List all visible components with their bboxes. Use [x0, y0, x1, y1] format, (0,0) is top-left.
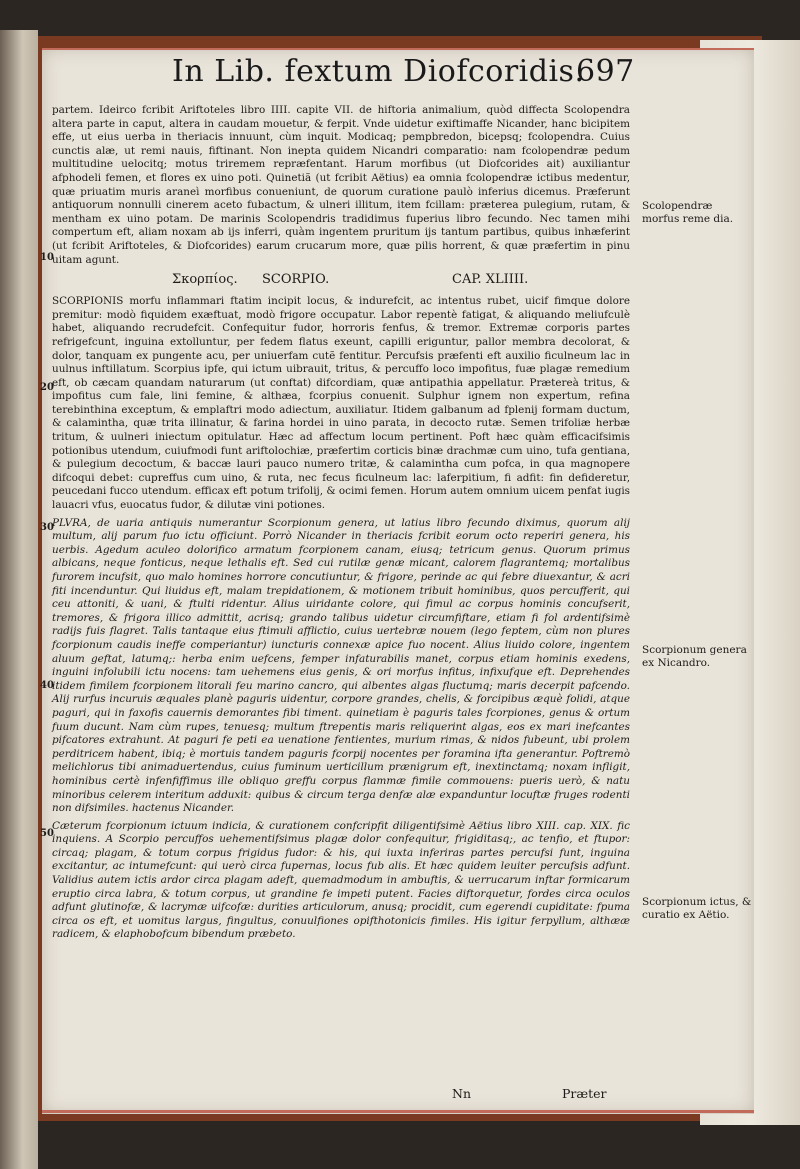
paragraph-scolopendra: partem. Ideirco fcribit Ariftoteles libro IIII. capite VII. de hiftoria animalium, quòd diffecta Scolopendra altera parte in caput, altera in caudam mouetur, & ferpit. Vnde uidetur exiftimaffe Nicander, hanc bicipitem effe, ut eius uerba in theriacis innuunt, cùm inquit. Modicaq; pempbredon, bicepsq; fcolopendra. Cuius cunctis alæ, ut remi nauis, fiftinant. Non inepta quidem Nicandri comparatio: nam fcolopendræ pedum multitudine uelocitq; motus triremem repræfentant. Harum morfibus (ut Diofcorides ait) auxiliantur afphodeli femen, et flores ex uino poti. Quinetiã (ut fcribit Aëtius) ea omnia fcolopendræ ictibus medentur, quæ priuatim muris araneì morfibus conueniunt, de quorum curatione paulò inferius dicemus. Præferunt antiquorum nonnulli cinerem aceto fubactum, & ulneri illitum, item fcillam: præterea pulegium, rutam, & mentham ex uino potam. De marinis Scolopendris tradidimus fuperius libro fecundo. Nec tamen mihi compertum eft, aliam noxam ab ijs inferri, quàm ingentem pruritum ijs tantum partibus, quibus inhæferint (ut fcribit Ariftoteles, & Diofcorides) earum crucarum more, quæ pilis horrent, & quæ præfertim in pinu uitam agunt.	[52, 104, 630, 266]
line-number: 10	[40, 252, 54, 263]
running-header	[172, 54, 652, 94]
main-text-column	[52, 104, 630, 946]
chapter-heading	[52, 273, 630, 289]
bottom-rule	[42, 1110, 754, 1113]
line-number: 30	[40, 522, 54, 533]
margin-note-scorpion-cure: Scorpionum ictus, & curatio ex Aëtio.	[642, 896, 752, 921]
line-number: 50	[40, 828, 54, 839]
paragraph-scorpio-symptoms: SCORPIONIS morfu inflammari ftatim incipit locus, & indurefcit, ac intentus rubet, uicif fimque dolore premitur: modò fiquidem exæftuat, modò frigore occupatur. Labor repentè fatigat, & aliquando meliufculè habet, aliquando recrudefcit. Confequitur fudor, horroris fenfus, & tremor. Extremæ corporis partes refrigefcunt, inguina extolluntur, per fedem flatus exeunt, capilli eriguntur, pallor membra decolorat, & dolor, tanquam ex pungente acu, per uniuerfam cutẽ fentitur. Percufsis præfenti eft auxilio ficulneum lac in uulnus inftillatum. Scorpius ipfe, qui ictum uibrauit, tritus, & percuffo loco impofitus, fuæ plagæ remedium eft, ob cæcam quandam naturarum (ut conftat) difcordiam, quæ antipathia appellatur. Prætereà tritus, & impofitus cum fale, lini femine, & althæa, fcorpius conuenit. Sulphur ignem non expertum, refina terebinthina exceptum, & emplaftri modo adiectum, auxiliatur. Itidem galbanum ad fplenij formam ductum, & calamintha, quæ trita illinatur, & farina hordei in uino parata, in decocto rutæ. Semen trifoliæ herbæ tritum, & uulneri iniectum opitulatur. Hæc ad affectum locum pertinent. Poft hæc quàm efficacifsimis potionibus utendum, cuiufmodi funt ariftolochiæ, præfertim corticis binæ drachmæ cum uino, tufa gentiana, & pulegium decoctum, & baccæ lauri pauco numero tritæ, & calamintha cum pofca, in qua magnopere difcoqui debet: cupreffus cum uino, & ruta, nec fecus ficulneum lac: laferpitium, fi adfit: fin defideretur, peucedani fucco utendum. efficax eft potum trifolij, & ocimi femen. Horum autem omnium uicem penfat iugis lauacri vfus, euocatus fudor, & dilutæ vini potiones.	[52, 295, 631, 512]
chapter-title-greek: Σκορπίος.	[172, 272, 238, 288]
left-page-edge	[0, 30, 38, 1169]
margin-note-scolopendra: Scolopendræ morfus reme dia.	[642, 200, 734, 225]
line-number: 40	[40, 680, 54, 691]
signature-mark: Nn	[452, 1086, 471, 1101]
line-number: 20	[40, 382, 54, 393]
paragraph-scorpio-genera: PLVRA, de uaria antiquis numerantur Scorpionum genera, ut latius libro fecundo diximus, quorum alij multum, alij parum fuo ictu officiunt. Porrò Nicander in theriacis fcribit eorum octo reperiri genera, his uerbis. Agedum aculeo dolorifico armatum fcorpionem canam, eiusq; tetricum genus. Quorum primus albicans, neque fonticus, neque lethalis eft. Sed cui rutilæ genæ micant, calorem flagrantemq; mortalibus furorem incufsit, quo malo homines horrore concutiuntur, & frigore, perinde ac qui febre diuexantur, & acri fiti incenduntur. Qui liuidus eft, malam trepidationem, & motionem tribuit hominibus, quos percufferit, qui ceu attoniti, & uani, & ftulti ridentur. Alius uiridante colore, qui fimul ac corpus hominis concufserit, tremores, & frigora illico admittit, acrisq; grando talibus uidetur circumfiftare, etiam fi fol ardentifsimè radijs fuis flagret. Talis tantaque eius ftimuli afflictio, cuius uertebræ nouem (lego feptem, cùm non plures fcorpionum caudis ineffe comperiantur) iuncturis connexæ apice fuo nocent. Alius liuido colore, ingentem aluum geftat, latumq;: herba enim uefcens, femper infaturabilis manet, corpus etiam hominis exedens, inguini infolubili ictu nocens: tam uehemens eius genis, & ori morfus infitus, infixufque eft. Deprehendes itidem fimilem fcorpionem litorali feu marino cancro, qui albentes algas fluctumq; maris decerpit pafcendo. Alij rurfus incuruis æquales planè paguris uidentur, corpore grandes, chelis, & forcipibus æquè folidi, atque paguri, qui in faxofis cauernis demorantes fibi timent. quinetiam è paguris tales fcorpiones, genus & ortum fuum ducunt. Nam cùm rupes, tenuesq; multum ftrepentis maris reliquerint algas, eos ex mari inefcantes pifcatores extrahunt. At paguri fe peti ea uenatione fentientes, murium rimas, & nidos fubeunt, ubi prolem perditricem habent, ibiq; è mortuis tandem paguris fcorpij nocentes per foramina ifta generantur. Poftremò melichlorus tibi animaduertendus, cuius fuminum uerticillum prænigrum eft, inextinctamq; noxam infligit, hominibus certè infenfiffimus ille obliquo greffu corpus flammæ fimile commouens: pueris uerò, & natu minoribus celerem interitum adduxit: quibus & circum terga denfæ alæ expanduntur locuftæ fruges rodenti non difsimiles. hactenus Nicander.	[52, 516, 630, 815]
top-rule	[42, 48, 754, 50]
running-title: In Lib. fextum Diofcoridis.	[172, 54, 585, 89]
catchword: Præter	[562, 1086, 607, 1101]
margin-note-scorpion-genera: Scorpionum genera ex Nicandro.	[642, 644, 747, 669]
book-page	[42, 48, 754, 1114]
chapter-number: CAP. XLIIII.	[452, 272, 529, 288]
paragraph-scorpio-aetius: Cæterum fcorpionum ictuum indicia, & curationem confcripfit diligentifsimè Aëtius libro XIII. cap. XIX. fic inquiens. A Scorpio percuffos uehementifsimus plagæ dolor confequitur, frigiditasq;, ac tenfio, et ftupor: circaq; plagam, & totum corpus frigidus fudor: & his, qui iuxta inferiras partes percufsi funt, inguina excitantur, ac intumefcunt: qui uerò circa fupernas, locus fub alis. Et hæc quidem leuiter percufsis adfunt. Validius autem ictis ardor circa plagam adeft, quemadmodum in ambuftis, & uerrucarum inftar formicarum eruptio circa labra, & totum corpus, ut grandine fe impeti putent. Facies diftorquetur, fordes circa oculos adfunt glutinofæ, & lacrymæ uifcofæ: durities articulorum, anusq; procidit, cum egerendi cupiditate: fpuma circa os eft, et uomitus largus, fingultus, conuulfiones opifthotonicis fimiles. His igitur ferpyllum, althææ radicem, & elaphobofcum bibendum præbeto.	[52, 819, 630, 941]
page-number: 697	[576, 54, 635, 89]
chapter-title-latin: SCORPIO.	[262, 272, 330, 288]
